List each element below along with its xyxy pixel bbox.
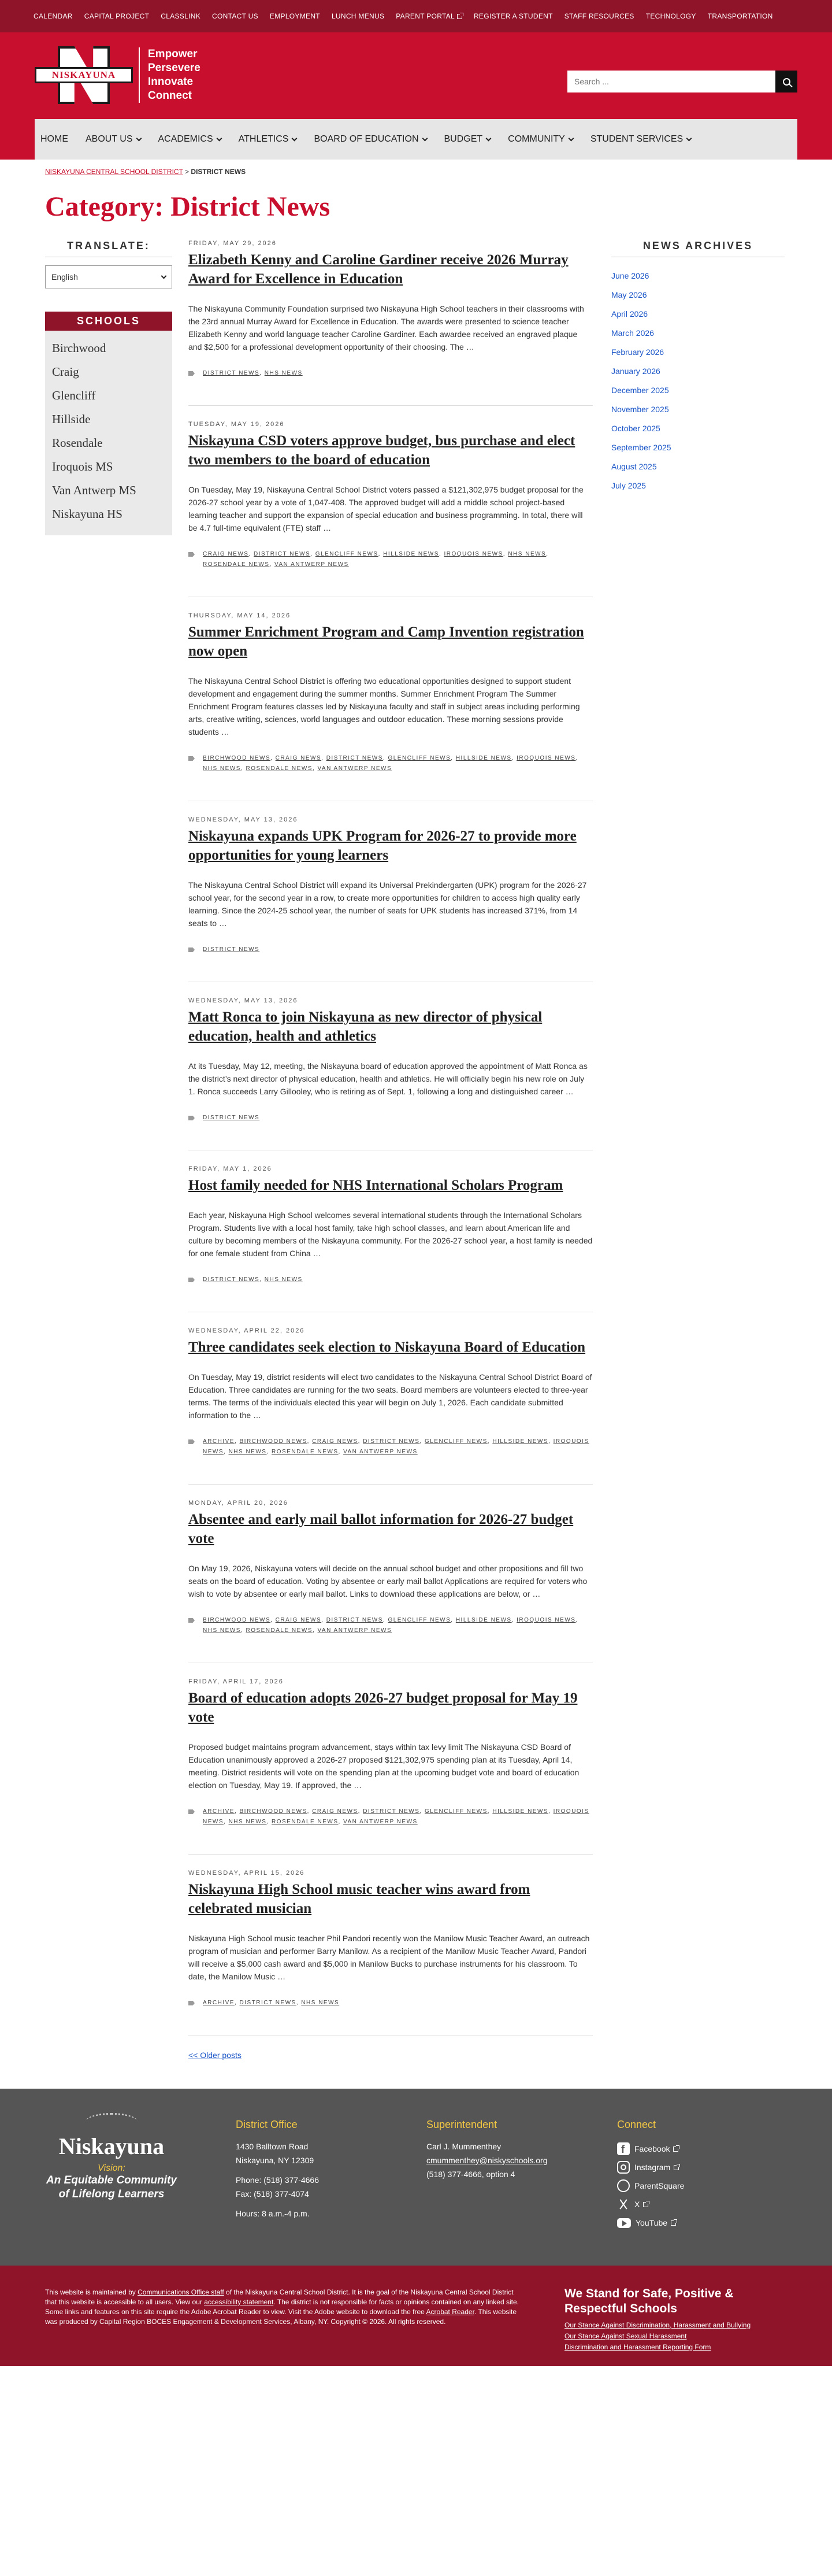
post-title-link[interactable]: Summer Enrichment Program and Camp Invention registration now open: [188, 624, 584, 659]
site-search: [567, 71, 797, 92]
site-footer: [0, 2089, 832, 2266]
archive-link-march-2026[interactable]: March 2026: [611, 328, 654, 338]
language-select[interactable]: [45, 265, 172, 288]
tag-link-rosendale-news[interactable]: ROSENDALE NEWS: [246, 765, 313, 772]
tag-link-nhs-news[interactable]: NHS NEWS: [228, 1819, 267, 1825]
utility-link-classlink[interactable]: [161, 12, 200, 20]
utility-link-contact-us[interactable]: [212, 12, 258, 20]
utility-link-employment[interactable]: [270, 12, 320, 20]
utility-link-parent-portal[interactable]: [396, 12, 462, 20]
social-link-youtube[interactable]: [617, 2214, 684, 2232]
tag-list: [203, 1113, 593, 1123]
nav-item-label: ACADEMICS: [158, 134, 213, 144]
tag-icon: [188, 948, 195, 952]
district-office-column: [236, 2118, 319, 2220]
post-tags: [188, 1437, 593, 1457]
office-hours: Hours: 8 a.m.-4 p.m.: [236, 2209, 310, 2218]
tag-icon: [188, 1116, 195, 1120]
archive-link-july-2025[interactable]: July 2025: [611, 481, 646, 490]
office-phone: Phone: (518) 377-4666: [236, 2175, 319, 2185]
breadcrumb-home-link[interactable]: NISKAYUNA CENTRAL SCHOOL DISTRICT: [45, 168, 183, 176]
vision-text-line: An Equitable Community: [46, 2174, 177, 2186]
acrobat-reader-link[interactable]: Acrobat Reader: [426, 2308, 474, 2316]
post-tags: [188, 1275, 593, 1285]
parentsquare-icon: [617, 2179, 630, 2192]
tag-link-glencliff-news[interactable]: GLENCLIFF NEWS: [388, 755, 451, 761]
stand-title: We Stand for Safe, Positive & Respectful Schools: [564, 2287, 734, 2315]
tag-icon: [188, 1278, 195, 1282]
tag-icon: [188, 1618, 195, 1623]
office-fax: Fax: (518) 377-4074: [236, 2189, 309, 2199]
tag-link-craig-news[interactable]: CRAIG NEWS: [312, 1808, 358, 1815]
tag-icon: [188, 1809, 195, 1814]
social-link-label: ParentSquare: [634, 2181, 685, 2190]
tag-link-rosendale-news[interactable]: ROSENDALE NEWS: [203, 561, 270, 568]
tag-link-district-news[interactable]: DISTRICT NEWS: [254, 551, 311, 557]
post-excerpt: On Tuesday, May 19, district residents will elect two candidates to the Niskayuna Central School District Board of Education. Three candidates are running for the two seats. Board members are volunteers elected to three-year terms. The terms of the individuals elected this year will begin on July 1, 2026. Each candidate submitted information to the …: [188, 1372, 592, 1420]
tag-link-hillside-news[interactable]: HILLSIDE NEWS: [455, 755, 512, 761]
nav-item-home[interactable]: [40, 134, 68, 145]
utility-link-label: CLASSLINK: [161, 12, 201, 20]
schools-list: [45, 331, 172, 535]
post-tags: [188, 549, 593, 570]
x-icon: [617, 2198, 630, 2211]
school-link-birchwood[interactable]: Birchwood: [52, 341, 106, 355]
school-link-craig[interactable]: Craig: [52, 365, 79, 379]
tag-link-van-antwerp-news[interactable]: VAN ANTWERP NEWS: [343, 1449, 418, 1455]
language-selected: English: [51, 272, 78, 282]
tag-link-craig-news[interactable]: CRAIG NEWS: [312, 1438, 358, 1445]
tag-link-district-news[interactable]: DISTRICT NEWS: [239, 2000, 296, 2006]
post-excerpt: Niskayuna High School music teacher Phil Pandori recently won the Manilow Music Teacher Award, an outreach program of musician and performer Barry Manilow. As a recipient of the Manilow Music Teacher Award, Pandori will receive a $5,000 cash award and $5,000 in Manilow Bucks to purchase instruments for his classroom. To date, the Manilow Music …: [188, 1934, 590, 1981]
post-tags: [188, 1807, 593, 1827]
motto-line: Innovate: [148, 76, 194, 88]
tag-list: [203, 945, 593, 955]
reporting-form-link[interactable]: Discrimination and Harassment Reporting Form: [564, 2343, 711, 2351]
niskayuna-logo-mark: [35, 46, 133, 104]
left-sidebar: [45, 240, 172, 2060]
translate-title: TRANSLATE:: [45, 240, 172, 257]
office-address-line: Niskayuna, NY 12309: [236, 2156, 314, 2165]
archive-link-june-2026[interactable]: June 2026: [611, 271, 649, 280]
school-link-iroquois-ms[interactable]: Iroquois MS: [52, 460, 113, 473]
post-title-link[interactable]: Niskayuna High School music teacher wins award from celebrated musician: [188, 1882, 530, 1916]
post-excerpt: Proposed budget maintains program advancement, stays within tax levy limit The Niskayuna CSD Board of Education unanimously approved a 2026-27 proposed $121,302,975 spending plan at its Tuesday, April 14, meeting. District residents will vote on the spending plan at the upcoming budget vote and board of education election on Tuesday, May 19. If approved, the …: [188, 1742, 580, 1790]
nav-item-label: ABOUT US: [86, 134, 133, 144]
superintendent-title: Superintendent: [426, 2119, 497, 2130]
tag-link-birchwood-news[interactable]: BIRCHWOOD NEWS: [239, 1808, 307, 1815]
nav-item-label: ATHLETICS: [238, 134, 289, 144]
archive-link-october-2025[interactable]: October 2025: [611, 424, 660, 433]
legal-text-part: . This website was produced by Capital Region BOCES Engagement & Development Services, Albany, NY. Copyright © 2026. All rights reserved.: [45, 2308, 517, 2326]
external-link-icon: [457, 14, 462, 19]
post-date: WEDNESDAY, MAY 13, 2026: [188, 816, 298, 823]
logo-divider: [139, 47, 140, 103]
school-link-van-antwerp-ms[interactable]: Van Antwerp MS: [52, 483, 136, 497]
post-item: [188, 612, 593, 801]
tag-list: DISTRICT NEWS, NHS NEWS: [203, 1276, 303, 1283]
tag-link-district-news[interactable]: DISTRICT NEWS: [203, 1115, 260, 1121]
social-link-parentsquare[interactable]: [617, 2177, 684, 2195]
post-item: [188, 816, 593, 982]
post-excerpt: Each year, Niskayuna High School welcomes several international students through the International Scholars Program. Students live with a local host family, take high school classes, and learn about American life and culture by becoming members of the Niskayuna community. For the 2026-27 school year, a host family is needed for one female student from China …: [188, 1211, 593, 1258]
motto-line: Connect: [148, 90, 192, 102]
post-date: WEDNESDAY, MAY 13, 2026: [188, 997, 298, 1004]
chevron-down-icon: [292, 135, 298, 141]
sunrise-icon: [86, 2113, 138, 2130]
search-input[interactable]: [567, 71, 775, 92]
tag-link-nhs-news[interactable]: NHS NEWS: [203, 1627, 241, 1634]
instagram-icon: [617, 2161, 630, 2174]
archive-link-january-2026[interactable]: January 2026: [611, 367, 660, 376]
post-date: WEDNESDAY, APRIL 22, 2026: [188, 1327, 305, 1334]
nav-item-label: COMMUNITY: [508, 134, 565, 144]
breadcrumb-current: DISTRICT NEWS: [191, 168, 246, 176]
tag-list: ARCHIVE, BIRCHWOOD NEWS, CRAIG NEWS, DISTRICT NEWS, GLENCLIFF NEWS, HILLSIDE NEWS, IROQUOIS NEWS, NHS NEWS, ROSENDALE NEWS, VAN ANTWERP NEWS: [203, 1438, 589, 1455]
post-title-link[interactable]: Three candidates seek election to Niskayuna Board of Education: [188, 1339, 586, 1355]
post-excerpt: On May 19, 2026, Niskayuna voters will decide on the annual school budget and other propositions and fill two seats on the board of education. Voting by absentee or early mail ballot Applications are required for voters who wish to vote by absentee or early mail ballot. Links to download these applications are below, or …: [188, 1564, 588, 1598]
post-item: [188, 1165, 593, 1312]
tag-link-rosendale-news[interactable]: ROSENDALE NEWS: [246, 1627, 313, 1634]
office-address-line: 1430 Balltown Road: [236, 2142, 309, 2151]
school-link-glencliff[interactable]: Glencliff: [52, 388, 96, 402]
nav-item-student-services[interactable]: [590, 134, 691, 145]
logo-wordmark: NISKAYUNA: [35, 67, 133, 83]
archive-link-december-2025[interactable]: December 2025: [611, 386, 669, 395]
post-date: TUESDAY, MAY 19, 2026: [188, 421, 285, 428]
bottom-bar: [0, 2266, 832, 2366]
tag-link-craig-news[interactable]: CRAIG NEWS: [275, 755, 322, 761]
utility-bar: [0, 0, 832, 32]
archive-link-february-2026[interactable]: February 2026: [611, 347, 664, 357]
post-title-link[interactable]: Absentee and early mail ballot information for 2026-27 budget vote: [188, 1512, 574, 1546]
tag-list: ARCHIVE, DISTRICT NEWS, NHS NEWS: [203, 2000, 340, 2006]
tag-list: CRAIG NEWS, DISTRICT NEWS, GLENCLIFF NEWS, HILLSIDE NEWS, IROQUOIS NEWS, NHS NEWS, ROSENDALE NEWS, VAN ANTWERP NEWS: [203, 551, 549, 568]
stance-sexual-harassment-link[interactable]: Our Stance Against Sexual Harassment: [564, 2332, 687, 2340]
social-link-label: X: [634, 2200, 640, 2209]
utility-link-label: STAFF RESOURCES: [564, 12, 634, 20]
district-logo[interactable]: [35, 46, 200, 104]
nav-item-label: BUDGET: [444, 134, 483, 144]
archives-list: [611, 257, 785, 495]
tag-link-district-news[interactable]: DISTRICT NEWS: [326, 1617, 383, 1623]
school-link-hillside[interactable]: Hillside: [52, 412, 91, 426]
utility-link-register-a-student[interactable]: [474, 12, 553, 20]
nav-item-label: BOARD OF EDUCATION: [314, 134, 419, 144]
utility-link-label: PARENT PORTAL: [396, 12, 455, 20]
post-date: MONDAY, APRIL 20, 2026: [188, 1500, 288, 1507]
post-date: FRIDAY, MAY 1, 2026: [188, 1165, 272, 1172]
tag-link-district-news[interactable]: DISTRICT NEWS: [326, 755, 383, 761]
search-icon: [783, 78, 790, 86]
tag-list: ARCHIVE, BIRCHWOOD NEWS, CRAIG NEWS, DISTRICT NEWS, GLENCLIFF NEWS, HILLSIDE NEWS, IROQUOIS NEWS, NHS NEWS, ROSENDALE NEWS, VAN ANTWERP NEWS: [203, 1808, 589, 1825]
utility-link-transportation[interactable]: [708, 12, 773, 20]
tag-icon: [188, 756, 195, 761]
facebook-icon: [617, 2142, 630, 2155]
nav-item-label: STUDENT SERVICES: [590, 134, 684, 144]
archive-link-april-2026[interactable]: April 2026: [611, 309, 648, 319]
utility-link-label: REGISTER A STUDENT: [473, 12, 553, 20]
connect-column: [617, 2118, 684, 2232]
post-title-link[interactable]: Board of education adopts 2026-27 budget proposal for May 19 vote: [188, 1690, 578, 1725]
chevron-down-icon: [422, 135, 428, 141]
post-tags: [188, 1615, 593, 1636]
utility-link-technology[interactable]: [646, 12, 696, 20]
tag-link-craig-news[interactable]: CRAIG NEWS: [275, 1617, 322, 1623]
tag-link-district-news[interactable]: DISTRICT NEWS: [203, 946, 260, 953]
tag-link-van-antwerp-news[interactable]: VAN ANTWERP NEWS: [274, 561, 349, 568]
social-link-label: Instagram: [634, 2163, 671, 2172]
tag-link-district-news[interactable]: DISTRICT NEWS: [203, 1276, 260, 1283]
post-tags: [188, 945, 593, 955]
tag-link-van-antwerp-news[interactable]: VAN ANTWERP NEWS: [317, 765, 392, 772]
tag-link-archive[interactable]: ARCHIVE: [203, 2000, 235, 2006]
tag-link-glencliff-news[interactable]: GLENCLIFF NEWS: [424, 1808, 488, 1815]
posts-list: [188, 240, 593, 2060]
tag-link-iroquois-news[interactable]: IROQUOIS NEWS: [203, 1808, 589, 1825]
tag-link-rosendale-news[interactable]: ROSENDALE NEWS: [272, 1819, 339, 1825]
post-date: THURSDAY, MAY 14, 2026: [188, 612, 291, 619]
tag-link-hillside-news[interactable]: HILLSIDE NEWS: [383, 551, 439, 557]
utility-link-lunch-menus[interactable]: [332, 12, 384, 20]
post-item: [188, 997, 593, 1150]
nav-item-about-us[interactable]: [86, 134, 141, 145]
tag-link-archive[interactable]: ARCHIVE: [203, 1808, 235, 1815]
tag-link-iroquois-news[interactable]: IROQUOIS NEWS: [517, 1617, 576, 1623]
post-tags: [188, 1998, 593, 2008]
tag-link-rosendale-news[interactable]: ROSENDALE NEWS: [272, 1449, 339, 1455]
post-item: [188, 1500, 593, 1663]
social-link-x[interactable]: [617, 2195, 684, 2214]
external-link-icon: [643, 2202, 648, 2207]
social-link-label: Facebook: [634, 2144, 670, 2153]
footer-logo: [45, 2113, 178, 2201]
social-link-label: YouTube: [636, 2218, 668, 2227]
main-nav-wrapper: [0, 119, 832, 160]
post-date: WEDNESDAY, APRIL 15, 2026: [188, 1870, 305, 1877]
school-link-rosendale[interactable]: Rosendale: [52, 436, 103, 450]
post-excerpt: The Niskayuna Central School District is offering two educational opportunities designed to support student development and engagement during the summer months. Summer Enrichment Program The Summer Enrichment Program features classes led by Niskayuna faculty and staff in subject areas including performing arts, creative writing, sciences, world languages and outdoor education. These morning sessions provide students …: [188, 676, 580, 736]
post-title-link[interactable]: Matt Ronca to join Niskayuna as new director of physical education, health and athletics: [188, 1009, 543, 1044]
post-item: [188, 240, 593, 406]
tag-link-van-antwerp-news[interactable]: VAN ANTWERP NEWS: [317, 1627, 392, 1634]
tag-link-district-news[interactable]: DISTRICT NEWS: [203, 370, 260, 376]
tag-link-birchwood-news[interactable]: BIRCHWOOD NEWS: [203, 1617, 271, 1623]
tag-link-birchwood-news[interactable]: BIRCHWOOD NEWS: [203, 755, 271, 761]
stand-section: [564, 2286, 796, 2353]
chevron-down-icon: [568, 135, 574, 141]
post-title-link[interactable]: Niskayuna expands UPK Program for 2026-27 to provide more opportunities for young learners: [188, 828, 577, 863]
archive-link-november-2025[interactable]: November 2025: [611, 405, 669, 414]
tag-link-nhs-news[interactable]: NHS NEWS: [203, 765, 241, 772]
communications-office-link[interactable]: Communications Office staff: [138, 2288, 224, 2296]
nav-item-label: HOME: [40, 134, 68, 144]
legal-text-part: . The district is not responsible for facts or opinions contained on any linked site. Some links and features on this site require the Adobe Acrobat Reader to view. Visit the Adobe website to download the free: [45, 2298, 519, 2316]
external-link-icon: [671, 2220, 676, 2226]
tag-link-district-news[interactable]: DISTRICT NEWS: [363, 1808, 420, 1815]
chevron-down-icon: [486, 135, 492, 141]
vision-text-line: of Lifelong Learners: [58, 2188, 165, 2200]
archive-link-september-2025[interactable]: September 2025: [611, 443, 671, 452]
tag-link-van-antwerp-news[interactable]: VAN ANTWERP NEWS: [343, 1819, 418, 1825]
tag-link-glencliff-news[interactable]: GLENCLIFF NEWS: [388, 1617, 451, 1623]
legal-text-part: This website is maintained by: [45, 2288, 138, 2296]
tag-link-nhs-news[interactable]: NHS NEWS: [264, 1276, 303, 1283]
post-item: [188, 421, 593, 597]
youtube-icon: [617, 2218, 631, 2228]
post-date: FRIDAY, APRIL 17, 2026: [188, 1678, 284, 1685]
tag-link-craig-news[interactable]: CRAIG NEWS: [203, 551, 249, 557]
legal-text-part: of the Niskayuna Central School District. It is the goal of the Niskayuna Central School District that this website is accessible to all users. View our: [45, 2288, 514, 2306]
post-title-link[interactable]: Host family needed for NHS International Scholars Program: [188, 1178, 563, 1193]
site-header: [0, 32, 832, 119]
nav-item-athletics[interactable]: [239, 134, 297, 145]
post-item: [188, 1678, 593, 1855]
utility-link-label: TRANSPORTATION: [707, 12, 773, 20]
social-link-instagram[interactable]: [617, 2158, 684, 2177]
archives-title: NEWS ARCHIVES: [611, 240, 785, 257]
tag-link-hillside-news[interactable]: HILLSIDE NEWS: [492, 1808, 549, 1815]
utility-link-label: CAPITAL PROJECT: [84, 12, 150, 20]
utility-link-label: TECHNOLOGY: [645, 12, 696, 20]
school-link-niskayuna-hs[interactable]: Niskayuna HS: [52, 507, 122, 521]
post-date: FRIDAY, MAY 29, 2026: [188, 240, 277, 247]
tag-link-nhs-news[interactable]: NHS NEWS: [301, 2000, 340, 2006]
older-posts-link[interactable]: << Older posts: [188, 2051, 242, 2060]
post-item: [188, 1327, 593, 1485]
post-excerpt: At its Tuesday, May 12, meeting, the Niskayuna board of education approved the appointment of Matt Ronca as the district’s next director of physical education, health and athletics. He will officially begin his new role on July 1. Ronca succeeds Larry Gillooley, who is retiring as of Sept. 1, following a long and distinguished career …: [188, 1061, 588, 1096]
tag-icon: [188, 1439, 195, 1444]
nav-item-community[interactable]: [508, 134, 573, 145]
motto-line: Persevere: [148, 62, 200, 74]
tag-link-hillside-news[interactable]: HILLSIDE NEWS: [455, 1617, 512, 1623]
utility-link-staff-resources[interactable]: [564, 12, 634, 20]
legal-text: [45, 2288, 519, 2327]
utility-link-label: CALENDAR: [34, 12, 73, 20]
utility-link-label: EMPLOYMENT: [269, 12, 320, 20]
post-tags: [188, 753, 593, 774]
main-nav: [35, 119, 797, 160]
vision-label: Vision:: [98, 2163, 125, 2173]
superintendent-name: Carl J. Mummenthey: [426, 2142, 502, 2151]
search-button[interactable]: [775, 71, 797, 92]
utility-link-calendar[interactable]: [34, 12, 73, 20]
external-link-icon: [673, 2146, 678, 2152]
superintendent-column: [426, 2118, 548, 2181]
tag-link-archive[interactable]: ARCHIVE: [203, 1438, 235, 1445]
tag-link-nhs-news[interactable]: NHS NEWS: [228, 1449, 267, 1455]
schools-heading: SCHOOLS: [45, 312, 172, 331]
external-link-icon: [674, 2165, 679, 2170]
tag-link-district-news[interactable]: DISTRICT NEWS: [363, 1438, 420, 1445]
post-excerpt: On Tuesday, May 19, Niskayuna Central School District voters passed a $121,302,975 budget proposal for the 2026-27 school year by a vote of 1,047-408. The approved budget will add a middle school project-based learning teacher and support the expansion of special education and business programming. In total, there will be 4.7 full-time equivalent (FTE) staff …: [188, 485, 584, 532]
tag-link-hillside-news[interactable]: HILLSIDE NEWS: [492, 1438, 549, 1445]
district-motto: [148, 47, 200, 103]
post-title-link[interactable]: Elizabeth Kenny and Caroline Gardiner receive 2026 Murray Award for Excellence in Education: [188, 252, 569, 287]
tag-link-glencliff-news[interactable]: GLENCLIFF NEWS: [315, 551, 378, 557]
post-excerpt: The Niskayuna Community Foundation surprised two Niskayuna High School teachers in their classrooms with the 23rd annual Murray Award for Excellence in Education. The awards were presented to science teacher Elizabeth Kenny and world language teacher Caroline Gardiner. Each awardee received an engraved plaque and $2,500 for a professional development opportunity of their choosing. The …: [188, 304, 584, 351]
post-item: [188, 1870, 593, 2035]
archive-link-august-2025[interactable]: August 2025: [611, 462, 657, 471]
tag-list: BIRCHWOOD NEWS, CRAIG NEWS, DISTRICT NEWS, GLENCLIFF NEWS, HILLSIDE NEWS, IROQUOIS NEWS, NHS NEWS, ROSENDALE NEWS, VAN ANTWERP NEWS: [203, 1617, 578, 1634]
superintendent-phone: (518) 377-4666, option 4: [426, 2170, 515, 2179]
right-sidebar: [611, 240, 785, 2060]
breadcrumb-separator: >: [183, 168, 191, 176]
chevron-down-icon: [216, 135, 222, 141]
utility-link-label: LUNCH MENUS: [331, 12, 385, 20]
post-title-link[interactable]: Niskayuna CSD voters approve budget, bus purchase and elect two members to the board of education: [188, 433, 575, 468]
tag-list: DISTRICT NEWS, NHS NEWS: [203, 370, 303, 376]
tag-icon: [188, 371, 195, 376]
footer-logo-name: Niskayuna: [58, 2133, 165, 2159]
utility-link-capital-project[interactable]: [84, 12, 150, 20]
stance-discrimination-link[interactable]: Our Stance Against Discrimination, Harassment and Bullying: [564, 2321, 751, 2329]
tag-link-iroquois-news[interactable]: IROQUOIS NEWS: [203, 1438, 589, 1455]
post-excerpt: The Niskayuna Central School District will expand its Universal Prekindergarten (UPK) program for the 2026-27 school year, for the second year in a row, to create more opportunities for children to access high quality early learning. Since the 2024-25 school year, the number of seats for UPK students has increased 371%, from 14 seats to …: [188, 880, 587, 928]
utility-link-label: CONTACT US: [212, 12, 258, 20]
nav-item-board-of-education[interactable]: [314, 134, 426, 145]
breadcrumb: [45, 168, 787, 176]
tag-link-nhs-news[interactable]: NHS NEWS: [264, 370, 303, 376]
post-tags: [188, 1113, 593, 1123]
tag-link-iroquois-news[interactable]: IROQUOIS NEWS: [444, 551, 503, 557]
post-tags: [188, 368, 593, 379]
connect-title: Connect: [617, 2119, 656, 2130]
tag-icon: [188, 2001, 195, 2005]
motto-line: Empower: [148, 48, 198, 60]
superintendent-email-link[interactable]: cmummenthey@niskyschools.org: [426, 2156, 548, 2165]
tag-link-glencliff-news[interactable]: GLENCLIFF NEWS: [424, 1438, 488, 1445]
social-link-facebook[interactable]: [617, 2140, 684, 2158]
archive-link-may-2026[interactable]: May 2026: [611, 290, 647, 299]
accessibility-statement-link[interactable]: accessibility statement: [204, 2298, 274, 2306]
nav-item-budget[interactable]: [444, 134, 491, 145]
chevron-down-icon: [161, 273, 167, 279]
tag-link-iroquois-news[interactable]: IROQUOIS NEWS: [517, 755, 576, 761]
district-office-title: District Office: [236, 2119, 298, 2130]
tag-link-birchwood-news[interactable]: BIRCHWOOD NEWS: [239, 1438, 307, 1445]
chevron-down-icon: [136, 135, 142, 141]
nav-item-academics[interactable]: [158, 134, 221, 145]
page-title: Category: District News: [45, 191, 330, 222]
tag-list: BIRCHWOOD NEWS, CRAIG NEWS, DISTRICT NEWS, GLENCLIFF NEWS, HILLSIDE NEWS, IROQUOIS NEWS, NHS NEWS, ROSENDALE NEWS, VAN ANTWERP NEWS: [203, 755, 578, 772]
tag-icon: [188, 552, 195, 557]
tag-link-nhs-news[interactable]: NHS NEWS: [508, 551, 547, 557]
chevron-down-icon: [686, 135, 692, 141]
